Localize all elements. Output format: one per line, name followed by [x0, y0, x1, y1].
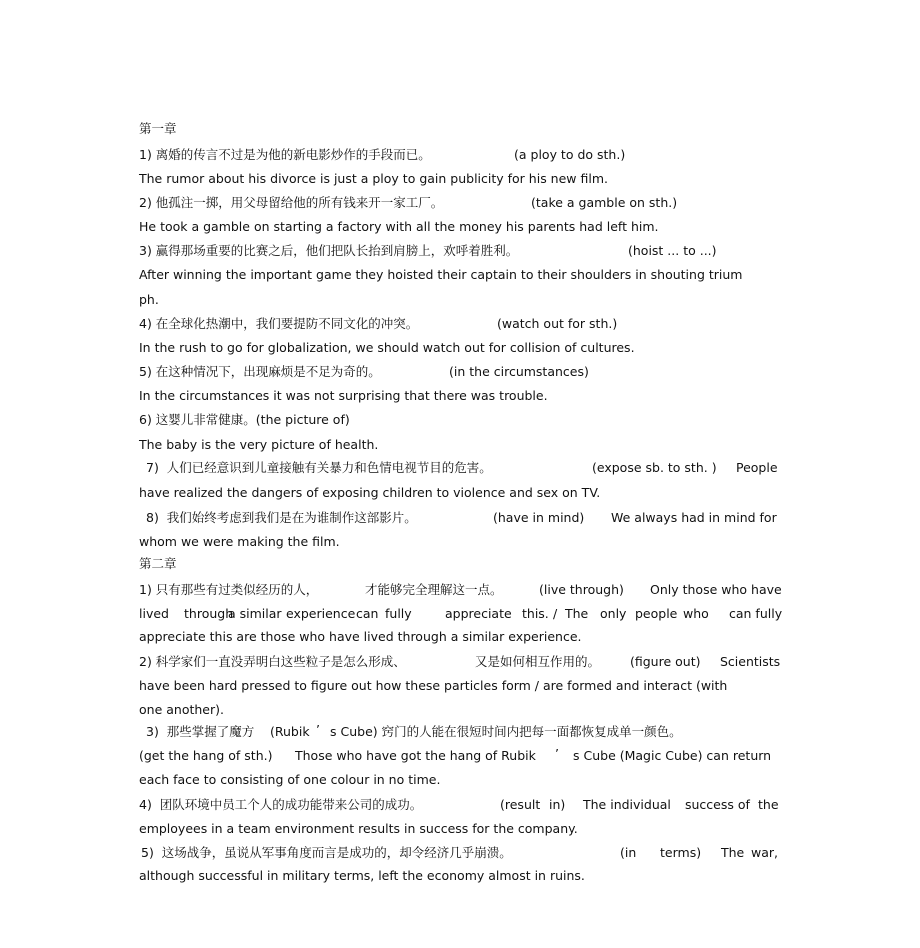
- ch2-item-3-phrase: (get the hang of sth.): [139, 748, 273, 763]
- ch2-item-3-chinese-b: (Rubik: [270, 724, 310, 739]
- ch2-item-1-chinese-b: 才能够完全理解这一点。: [365, 582, 503, 597]
- ch2-item-2-english-line1: have been hard pressed to figure out how these particles form / are formed and interact (with: [139, 678, 728, 693]
- ch2-item-1-w8: /: [553, 606, 558, 621]
- ch2-item-1-w2: a similar: [228, 606, 282, 621]
- ch2-item-1-w3: experience: [286, 606, 356, 621]
- ch1-item-7-english: have realized the dangers of exposing children to violence and sex on TV.: [139, 485, 601, 500]
- ch2-item-1-w13: can fully: [729, 606, 783, 621]
- ch1-item-5-chinese: 5) 在这种情况下，出现麻烦是不足为奇的。: [139, 364, 381, 379]
- ch2-item-3-english-line2: each face to consisting of one colour in no time.: [139, 772, 441, 787]
- ch1-item-4-phrase: (watch out for sth.): [497, 316, 618, 331]
- ch2-item-4-phrase-b: in): [549, 797, 566, 812]
- ch2-item-1-chinese-a: 1) 只有那些有过类似经历的人，: [139, 582, 319, 597]
- ch2-item-1-english-line2: appreciate this are those who have lived through a similar experience.: [139, 629, 582, 644]
- ch1-item-1-chinese: 1) 离婚的传言不过是为他的新电影炒作的手段而已。: [139, 147, 431, 162]
- ch1-item-3-english-line1: After winning the important game they hoisted their captain to their shoulders in shouting trium: [139, 267, 743, 282]
- ch2-item-5-phrase-a: (in: [620, 845, 637, 860]
- ch1-item-7-chinese: 7) 人们已经意识到儿童接触有关暴力和色情电视节目的危害。: [146, 460, 492, 475]
- ch2-item-2-english-line2: one another).: [139, 702, 224, 717]
- ch2-item-1-w12: who: [683, 606, 709, 621]
- ch2-item-3-chinese-c: ’: [316, 722, 320, 737]
- ch2-item-1-w5: fully: [385, 606, 412, 621]
- ch1-item-2-chinese: 2) 他孤注一掷，用父母留给他的所有钱来开一家工厂。: [139, 195, 444, 210]
- ch2-item-1-w0: lived: [139, 606, 169, 621]
- ch1-item-3-english-line2: ph.: [139, 292, 159, 307]
- ch2-item-3-english-c: s Cube (Magic Cube) can return: [573, 748, 772, 763]
- ch2-item-1-w10: only: [600, 606, 627, 621]
- ch2-item-4-english-start-b: success of: [685, 797, 750, 812]
- ch1-item-1-english: The rumor about his divorce is just a ploy to gain publicity for his new film.: [139, 171, 608, 186]
- ch2-item-4-english-start-c: the: [758, 797, 779, 812]
- ch2-item-1-w11: people: [635, 606, 678, 621]
- ch2-item-1-phrase: (live through): [539, 582, 624, 597]
- ch1-item-6-english: The baby is the very picture of health.: [139, 437, 379, 452]
- ch2-item-2-chinese-b: 又是如何相互作用的。: [475, 654, 601, 669]
- ch2-item-3-chinese-a: 3) 那些掌握了魔方: [146, 724, 255, 739]
- ch2-item-5-english-start-b: war,: [751, 845, 778, 860]
- ch2-item-4-chinese: 4) 团队环境中员工个人的成功能带来公司的成功。: [139, 797, 423, 812]
- ch1-item-7-phrase: (expose sb. to sth. ): [592, 460, 717, 475]
- ch2-item-2-phrase: (figure out): [630, 654, 701, 669]
- ch2-item-2-chinese-a: 2) 科学家们一直没弄明白这些粒子是怎么形成、: [139, 654, 406, 669]
- ch2-item-1-w6: appreciate: [445, 606, 512, 621]
- chapter-1-heading: 第一章: [139, 121, 177, 136]
- ch2-item-5-phrase-b: terms): [660, 845, 702, 860]
- ch1-item-7-english-start: People: [736, 460, 778, 475]
- ch1-item-4-english: In the rush to go for globalization, we should watch out for collision of cultures.: [139, 340, 635, 355]
- ch1-item-2-phrase: (take a gamble on sth.): [531, 195, 678, 210]
- ch2-item-3-english-b: ’: [555, 746, 559, 761]
- ch1-item-4-chinese: 4) 在全球化热潮中，我们要提防不同文化的冲突。: [139, 316, 419, 331]
- ch2-item-1-english-start: Only those who have: [650, 582, 782, 597]
- ch2-item-3-english-a: Those who have got the hang of Rubik: [295, 748, 536, 763]
- ch1-item-3-chinese: 3) 赢得那场重要的比赛之后，他们把队长抬到肩膀上，欢呼着胜利。: [139, 243, 519, 258]
- ch2-item-5-chinese: 5) 这场战争，虽说从军事角度而言是成功的，却令经济几乎崩溃。: [141, 845, 512, 860]
- ch2-item-5-english-start-a: The: [721, 845, 745, 860]
- ch1-item-1-phrase: (a ploy to do sth.): [514, 147, 626, 162]
- ch2-item-1-w1: through: [184, 606, 234, 621]
- ch1-item-5-phrase: (in the circumstances): [449, 364, 589, 379]
- ch2-item-1-w7: this.: [522, 606, 549, 621]
- ch1-item-3-phrase: (hoist ... to ...): [628, 243, 717, 258]
- ch2-item-1-w9: The: [565, 606, 589, 621]
- ch2-item-5-english-line2: although successful in military terms, left the economy almost in ruins.: [139, 868, 585, 883]
- ch2-item-4-phrase-a: (result: [500, 797, 541, 812]
- ch1-item-6-chinese: 6) 这婴儿非常健康。(the picture of): [139, 412, 350, 427]
- ch2-item-1-w4: can: [356, 606, 379, 621]
- ch2-item-3-chinese-d: s Cube) 窍门的人能在很短时间内把每一面都恢复成单一颜色。: [330, 724, 682, 739]
- chapter-2-heading: 第二章: [139, 556, 177, 571]
- ch1-item-2-english: He took a gamble on starting a factory with all the money his parents had left him.: [139, 219, 659, 234]
- ch1-item-8-chinese: 8) 我们始终考虑到我们是在为谁制作这部影片。: [146, 510, 417, 525]
- ch1-item-8-english-start: We always had in mind for: [611, 510, 777, 525]
- ch2-item-4-english-line2: employees in a team environment results in success for the company.: [139, 821, 578, 836]
- ch1-item-5-english: In the circumstances it was not surprising that there was trouble.: [139, 388, 548, 403]
- ch1-item-8-phrase: (have in mind): [493, 510, 585, 525]
- ch2-item-2-english-start: Scientists: [720, 654, 781, 669]
- ch1-item-8-english: whom we were making the film.: [139, 534, 340, 549]
- ch2-item-4-english-start-a: The individual: [583, 797, 671, 812]
